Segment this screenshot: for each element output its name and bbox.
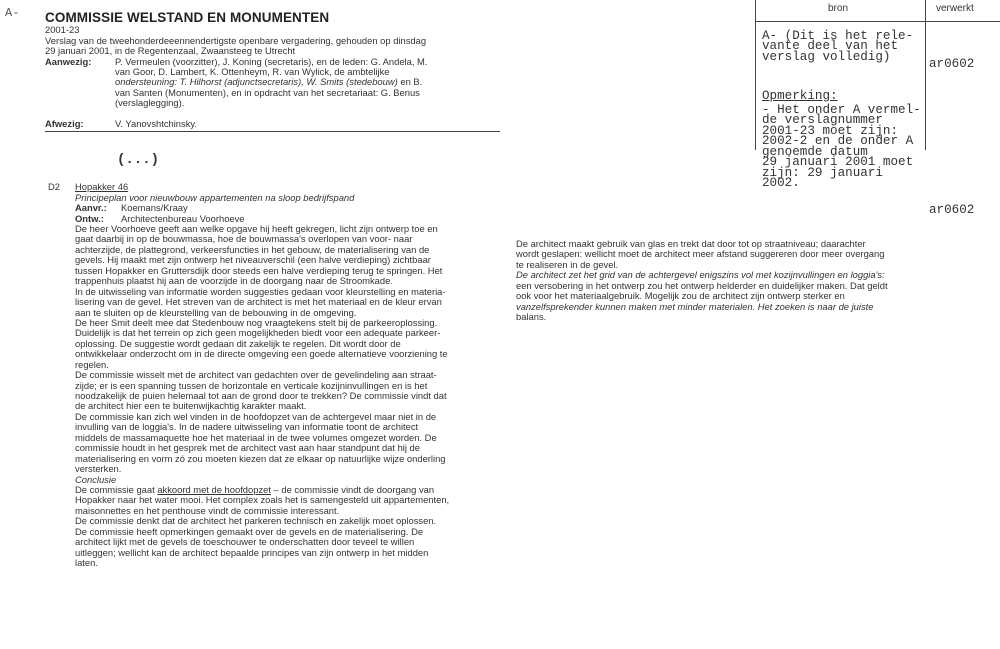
italic-text: vanzelfsprekender kunnen maken met minder materialen. Het zoeken is naar de juiste [516, 300, 874, 312]
text-line: van Goor, D. Lambert, K. Ottenheym, R. van Wylick, de ambtelijke [115, 65, 390, 77]
text-line: 29 januari 2001 moet [762, 155, 914, 170]
italic-text: Conclusie [75, 473, 117, 485]
text-line: Hopakker naar het water mooi. Het complex zoals het is samengesteld uit appartementen, [75, 494, 450, 506]
text-line: architect lijkt met de gevels de toeschouwer te onderschatten door teveel te willen [75, 536, 415, 548]
text-line: De heer Voorhoeve geeft aan welke opgave hij heeft gekregen, licht zijn ontwerp toe en [75, 223, 438, 234]
text-line: lisering van de gevel. Het streven van de architect is met het materiaal en de kleur ervan [75, 296, 442, 308]
intro-text [45, 36, 426, 57]
present-list [115, 57, 427, 109]
omission-mark: (...) [117, 152, 160, 168]
text-line: (verslaglegging). [115, 97, 185, 109]
annotation-left-border [755, 0, 756, 150]
text-line: P. Vermeulen (voorzitter), J. Koning (secretaris), en de leden: G. Andela, M. [115, 55, 428, 67]
text-line: genoemde datum [762, 144, 868, 159]
text-line: invulling van de loggia's. In de nadere uitwisseling van informatie toont de architect [75, 421, 419, 433]
text-line: uitleggen; wellicht kan de architect bepaalde principes van zijn ontwerp in het midden [75, 546, 429, 558]
text-line [516, 302, 888, 312]
text-line: commissie houdt in het gesprek met de architect vast aan haar standpunt dat hij de [75, 442, 420, 454]
document-title: COMMISSIE WELSTAND EN MONUMENTEN [45, 10, 330, 25]
text-line: aan te sluiten op de kleurstelling van de bebouwing in de omgeving. [75, 306, 357, 318]
report-number: 2001-23 [45, 24, 80, 35]
text-line: een versobering in het ontwerp zou het ontwerp helderder en duidelijker maken. Dat geldt [516, 279, 888, 291]
text-line: zijn: 29 januari [762, 165, 883, 180]
text-line: ontwikkelaar onderzocht om in de directe omgeving een goede alternatieve voorziening te [75, 348, 448, 360]
text-line: tussen Hopakker en Gruttersdijk door steeds een halve verdieping terug te springen. Het [75, 264, 443, 276]
absent-label: Afwezig: [45, 118, 84, 129]
text-line: Verslag van de tweehonderdeeennendertigste openbare vergadering, gehouden op dinsdag [45, 34, 427, 46]
text-line: De commissie denkt dat de architect het parkeren technisch en zakelijk moet oplossen. [75, 515, 437, 527]
text-line: gevels. Hij maakt met zijn ontwerp het niveauverschil (een halve verdieping) zichtbaar [75, 254, 431, 266]
text-line: gaat daarbij in op de bouwmassa, hoe de bouwmassa's overlopen van voor- naar [75, 233, 413, 245]
text-line: oplossing. De suggestie wordt gedaan dit zakelijk te regelen. Dit wordt door de [75, 337, 401, 349]
text-line: De commissie wisselt met de architect van gedachten over de gevelindeling aan straat- [75, 369, 437, 381]
designer-label: Ontw.: [75, 212, 104, 224]
text-line: 2002-2 en de onder A [762, 134, 914, 149]
text-line: van Santen (Monumenten), en in opdracht van het secretariaat: G. Benus [115, 86, 420, 98]
text-line: balans. [516, 311, 547, 323]
text-line: ook voor het materiaalgebruik. Mogelijk zou de architect zijn ontwerp sterker en [516, 290, 845, 302]
text-line: materialisering en vorm zó zou moeten kiezen dat ze elkaar op natuurlijke wijze onderling [75, 452, 446, 464]
text-line: Duidelijk is dat het terrein op zich geen mogelijkheden biedt voor een adequate parkeer- [75, 327, 441, 339]
text-line: te realiseren in de gevel. [516, 258, 619, 270]
text-line: regelen. [75, 358, 109, 370]
text-line: In de uitwisseling van informatie worden suggesties gedaan voor kleurstelling en materia- [75, 285, 446, 297]
text-line: 29 januari 2001, in de Regentenzaal, Zwaansteeg te Utrecht [45, 44, 296, 56]
item-code: D2 [48, 181, 60, 192]
annotation-column-divider [925, 0, 926, 150]
text-line: verslag volledig) [762, 49, 891, 64]
text-line: vante deel van het [762, 39, 899, 54]
item-address: Hopakker 46 [75, 181, 129, 192]
text-segment: De commissie gaat [75, 483, 158, 495]
text-line: de architect hier een te buitenwijkachtig karakter maakt. [75, 400, 307, 412]
item-body-continued [516, 239, 888, 323]
text-line: achterzijde, de plattegrond, verkeersfuncties in het gebouw, de materialisering van de [75, 243, 430, 255]
present-label: Aanwezig: [45, 55, 92, 67]
underlined-text: akkoord met de hoofdopzet [157, 483, 271, 495]
text-line: A- (Dit is het rele- [762, 29, 914, 43]
item-body [75, 224, 449, 568]
header-divider [45, 131, 500, 132]
text-line: 2002. [762, 176, 800, 191]
applicant-value: Koemans/Kraay [121, 202, 188, 213]
text-line: maisonnettes en het penthouse vindt de commissie interessant. [75, 504, 340, 516]
italic-text: ondersteuning: T. Hilhorst (adjunctsecretaris), W. Smits (stedebouw) [115, 76, 398, 88]
text-line: de verslagnummer [762, 113, 883, 128]
text-line: De architect maakt gebruik van glas en trekt dat door tot op straatniveau; daarachter [516, 238, 866, 249]
text-line: middels de massamaquette hoe het materiaal in de twee volumes omgezet worden. De [75, 431, 437, 443]
italic-text: De architect zet het [516, 269, 600, 281]
column-header-bron: bron [828, 3, 849, 14]
text-line: laten. [75, 557, 98, 568]
text-line: zijde; er is een spanning tussen de horizontale en verticale kozijninvullingen en is het [75, 379, 428, 391]
absent-value: V. Yanovshtchinsky. [115, 118, 197, 129]
applicant-label: Aanvr.: [75, 202, 107, 213]
processed-ref-2: ar0602 [929, 203, 975, 217]
text-line: De commissie heeft opmerkingen gemaakt over de gevels en de materialisering. De [75, 525, 424, 537]
text-line: wordt geslapen: wellicht moet de architect meer afstand suggereren door meer overgang [516, 248, 885, 260]
column-header-verwerkt: verwerkt [936, 3, 974, 14]
annotation-header-rule [755, 21, 1000, 22]
remark-text [762, 103, 921, 191]
designer-value: Architectenbureau Voorhoeve [121, 212, 245, 224]
text-line: De heer Smit deelt mee dat Stedenbouw nog vraagtekens stelt bij de parkeeroplossing. [75, 316, 438, 328]
text-line: De commissie kan zich wel vinden in de hoofdopzet van de achtergevel maar niet in de [75, 410, 437, 422]
text-line: noodzakelijk de puien helemaal tot aan de grond door te trekken? De commissie vindt dat [75, 390, 447, 401]
item-subtitle: Principeplan voor nieuwbouw appartementen na sloop bedrijfspand [75, 191, 355, 203]
margin-mark: A- [5, 6, 20, 20]
text-line: 2001-23 moet zijn: [762, 123, 899, 138]
italic-text: grid [599, 269, 616, 281]
text-line: versterken. [75, 463, 122, 475]
text-segment: – de commissie vindt de doorgang van [270, 483, 435, 495]
remark-heading: Opmerking: [762, 89, 838, 103]
italic-text: van de achtergevel enigszins vol met kozijnvullingen en loggia's: [615, 269, 885, 281]
text-line: trappenhuis plaatst hij aan de voorzijde in de doorgang naar de Stroomkade. [75, 275, 393, 287]
text-segment: en B. [397, 76, 423, 88]
text-line: - Het onder A vermel- [762, 103, 921, 117]
processed-ref-1: ar0602 [929, 57, 975, 71]
source-note [762, 29, 914, 64]
